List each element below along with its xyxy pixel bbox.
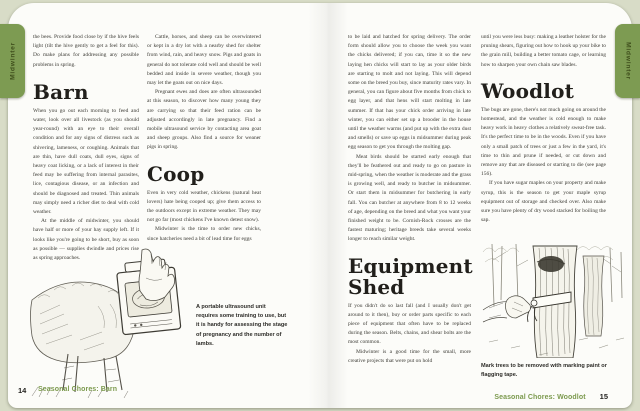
livestock-paragraph-1: Cattle, horses, and sheep can be overwintered or kept in a dry lot with a nearby shed for shelter from wind, rain, and heavy snow. Pigs and goats in general do not tolerate cold well and should be well bedded and inside in severe weather, though you may let the goats out on nice days. (147, 34, 261, 87)
marked-tree-illustration (481, 242, 630, 358)
livestock-paragraph-2: Pregnant ewes and does are often ultrasounded at this season, to discover how many young they are carrying so that their feed ration can be adjusted accordingly in late pregnancy. Find a mobile ultrasound service by contacting area goat and sheep groups. Also find a source for weaner pigs in spring. (147, 89, 261, 151)
woodlot-heading: Woodlot (481, 78, 575, 103)
right-page-number: 15 (599, 392, 608, 401)
right-page-column-2 (481, 33, 606, 225)
chapter-tab-label: Midwinter (9, 41, 16, 81)
left-page-column-1 (33, 33, 139, 263)
ultrasound-caption: A portable ultrasound unit requires some training to use, but it is handy for assessing the stage of pregnancy and the number of lambs. (196, 304, 288, 347)
page-gutter (308, 3, 348, 408)
coop-paragraph-2: Midwinter is the time to order new chicks, since hatcheries need a bit of lead time for eggs (147, 226, 261, 242)
right-footer-label: Seasonal Chores: Woodlot (494, 394, 586, 401)
projects-paragraph: until you were less busy: making a leather holster for the pruning shears, figuring out how to hook up your bike to the grain mill, building a better tomato cage, or learning how to sharpen your own chain saw blades. (481, 34, 606, 68)
chapter-tab-label: Midwinter (624, 41, 631, 81)
equipment-paragraph-2: Midwinter is a good time for the small, more creative projects that were put on hold (348, 348, 471, 364)
barn-heading: Barn (33, 79, 89, 104)
coop-paragraph-1: Even in very cold weather, chickens (natural heat lovers) hate being cooped up; give them access to the outdoors except in extreme weather. They may not go far (most chickens I've known detest snow). (147, 189, 261, 224)
right-page-footer (352, 386, 608, 404)
chicks-paragraph-2: Meat birds should be started early enough that they'll be feathered out and ready to go on pasture in mid-spring, when the weather is moderate and the grass is growing well, and ready to butcher in midsummer. Or start them in midsummer for butchering in early fall. You can butcher at anywhere from 8 to 12 weeks of age, depending on the breed and what you want your finished weight to be. Cornish-Rock crosses are the fastest maturing; heritage breeds take several weeks longer to reach similar weight. (348, 153, 471, 243)
coop-heading: Coop (147, 161, 205, 186)
barn-paragraph-2: At the middle of midwinter, you should have half or more of your hay supply left. If it looks like you're going to be short, buy as soon as possible — supplies dwindle and prices rise as spring approaches. (33, 218, 139, 262)
chapter-tab-left (0, 24, 25, 98)
tree-marking-caption: Mark trees to be removed with marking paint or flagging tape. (481, 363, 607, 379)
woodlot-paragraph-2: If you have sugar maples on your property and make syrup, this is the season to get your maple syrup equipment out of storage and checked over. Also make sure you have plenty of dry wood stacked for boiling the sap. (481, 180, 606, 224)
barn-paragraph-1: When you go out each morning to feed and water, look over all livestock (as you should year-round) with an eye to their overall condition and for any signs of distress such as shivering, lameness, or coughing. Animals that are thin, have dull coats, dull eyes, signs of heavy coat licking, or a lack of interest in their feed may be suffering from internal parasites, lice, contagious disease, or an infection and should be diagnosed and treated. Thin animals may simply need a richer diet to deal with cold weather. (33, 107, 139, 216)
equipment-shed-heading-line2: Shed (348, 274, 405, 299)
equipment-paragraph-1: If you didn't do so last fall (and I usually don't get around to it then), buy or order parts specific to each piece of equipment that often have to be replaced during the season. Belts, chains, and shear bolts are the most common. (348, 302, 471, 346)
intro-paragraph: the bees. Provide food close by if the hive feels light (tilt the hive gently to get a feel for this). Do make plans for addressing any possible problems in spring. (33, 34, 139, 68)
equipment-shed-heading-line1: Equipment (348, 253, 473, 278)
left-page-column-2 (147, 33, 261, 244)
chapter-tab-right (615, 24, 640, 98)
left-page-number: 14 (18, 386, 27, 395)
left-footer-label: Seasonal Chores: Barn (38, 386, 118, 393)
chicks-paragraph-1: to be laid and hatched for spring delivery. The order form should allow you to choose the week you want the chicks delivered; if you can, time it so the new laying hen chicks will start to lay as your older birds are starting to molt and not laying. This will depend some on the breed you buy, since maturity rates vary. In general, you can figure about five months from chick to egg layer, and that hens will start molting in late summer. If that has your chick order arriving in late winter, you can either set up a brooder in the house until the weather warms (and put up with the extra dust and smells) or save up eggs in midsummer during peak egg season to get you through the molting gap. (348, 34, 472, 151)
woodlot-paragraph-1: The bugs are gone, there's not much going on around the homestead, and the weather is cold enough to make heavy work in heavy clothes a relatively sweat-free task. It's the perfect time to be in the woods. Even if you have only a small patch of trees or just a few in the yard, it's time to thin and prune if needed, or cut down and remove any that are diseased or starting to die (see page 156). (481, 106, 606, 178)
right-page-column-1 (348, 33, 471, 366)
